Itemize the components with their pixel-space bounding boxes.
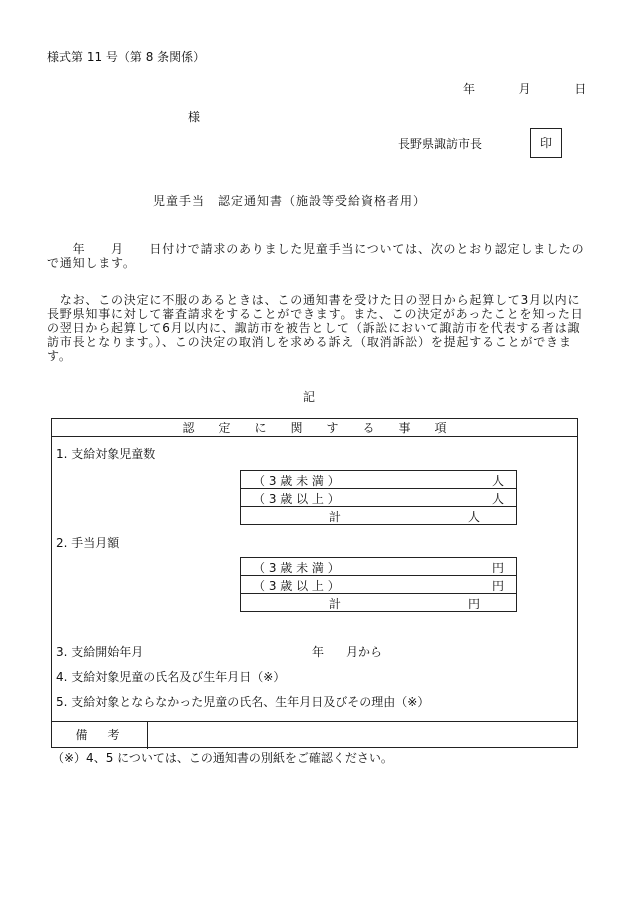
table-row-total (241, 594, 516, 611)
header-char: 関 (290, 421, 303, 435)
total-unit: 人 (467, 510, 480, 524)
table-row (241, 489, 516, 507)
item-child-count-label: 1. 支給対象児童数 (56, 447, 156, 461)
issuer-name: 長野県諏訪市長 (398, 137, 483, 151)
row-unit: 人 (491, 492, 504, 506)
row-label: （ 3 歳 未 満 ） (253, 474, 340, 488)
paragraph-intro: 年 月 日付けで請求のありました児童手当については、次のとおり認定しましたので通知します。 (47, 242, 585, 270)
remarks-label: 備 考 (52, 722, 148, 749)
child-count-subtable (240, 470, 517, 525)
document-title: 児童手当 認定通知書（施設等受給資格者用） (153, 194, 427, 208)
row-unit: 円 (491, 579, 504, 593)
date-line (463, 80, 586, 97)
row-unit: 人 (491, 474, 504, 488)
total-unit: 円 (467, 597, 480, 611)
table-row-total (241, 507, 516, 524)
row-label: （ 3 歳 以 上 ） (253, 492, 340, 506)
header-char: 定 (218, 421, 231, 435)
certification-table (51, 418, 578, 748)
header-char: 認 (182, 421, 195, 435)
header-char: る (362, 421, 375, 435)
date-day: 日 (574, 82, 587, 96)
item-eligible-children-label: 4. 支給対象児童の氏名及び生年月日（※） (56, 670, 286, 684)
table-row (241, 471, 516, 489)
header-char: 事 (398, 421, 411, 435)
header-char: す (326, 421, 339, 435)
date-year: 年 (463, 82, 476, 96)
header-char: 項 (434, 421, 447, 435)
footnote: （※）4、5 については、この通知書の別紙をご確認ください。 (52, 751, 393, 765)
ki-marker: 記 (303, 390, 316, 404)
table-header (52, 419, 577, 437)
start-year-unit: 年 (312, 645, 325, 659)
total-label: 計 (329, 510, 342, 524)
monthly-amount-subtable (240, 557, 517, 612)
date-month: 月 (518, 82, 531, 96)
item-ineligible-children-label: 5. 支給対象とならなかった児童の氏名、生年月日及びその理由（※） (56, 695, 430, 709)
row-label: （ 3 歳 以 上 ） (253, 579, 340, 593)
item-start-month-label: 3. 支給開始年月 (56, 645, 144, 659)
form-number: 様式第 11 号（第 8 条関係） (47, 50, 206, 64)
row-unit: 円 (491, 561, 504, 575)
paragraph-appeal: なお、この決定に不服のあるときは、この通知書を受けた日の翌日から起算して3月以内に長野県知事に対して審査請求をすることができます。また、この決定があったことを知った日の翌日から起算して6月以内に、諏訪市を被告として（訴訟において諏訪市を代表する者は諏訪市長となります。）、この決定の取消しを求める訴え（取消訴訟）を提起することができます。 (47, 293, 584, 363)
table-row (241, 558, 516, 576)
seal-box: 印 (530, 128, 562, 158)
header-char: に (254, 421, 267, 435)
addressee-suffix: 様 (188, 110, 201, 124)
start-month-unit: 月から (346, 645, 383, 659)
item-monthly-amount-label: 2. 手当月額 (56, 536, 120, 550)
table-row (241, 576, 516, 594)
total-label: 計 (329, 597, 342, 611)
row-label: （ 3 歳 未 満 ） (253, 561, 340, 575)
remarks-row (52, 721, 577, 749)
